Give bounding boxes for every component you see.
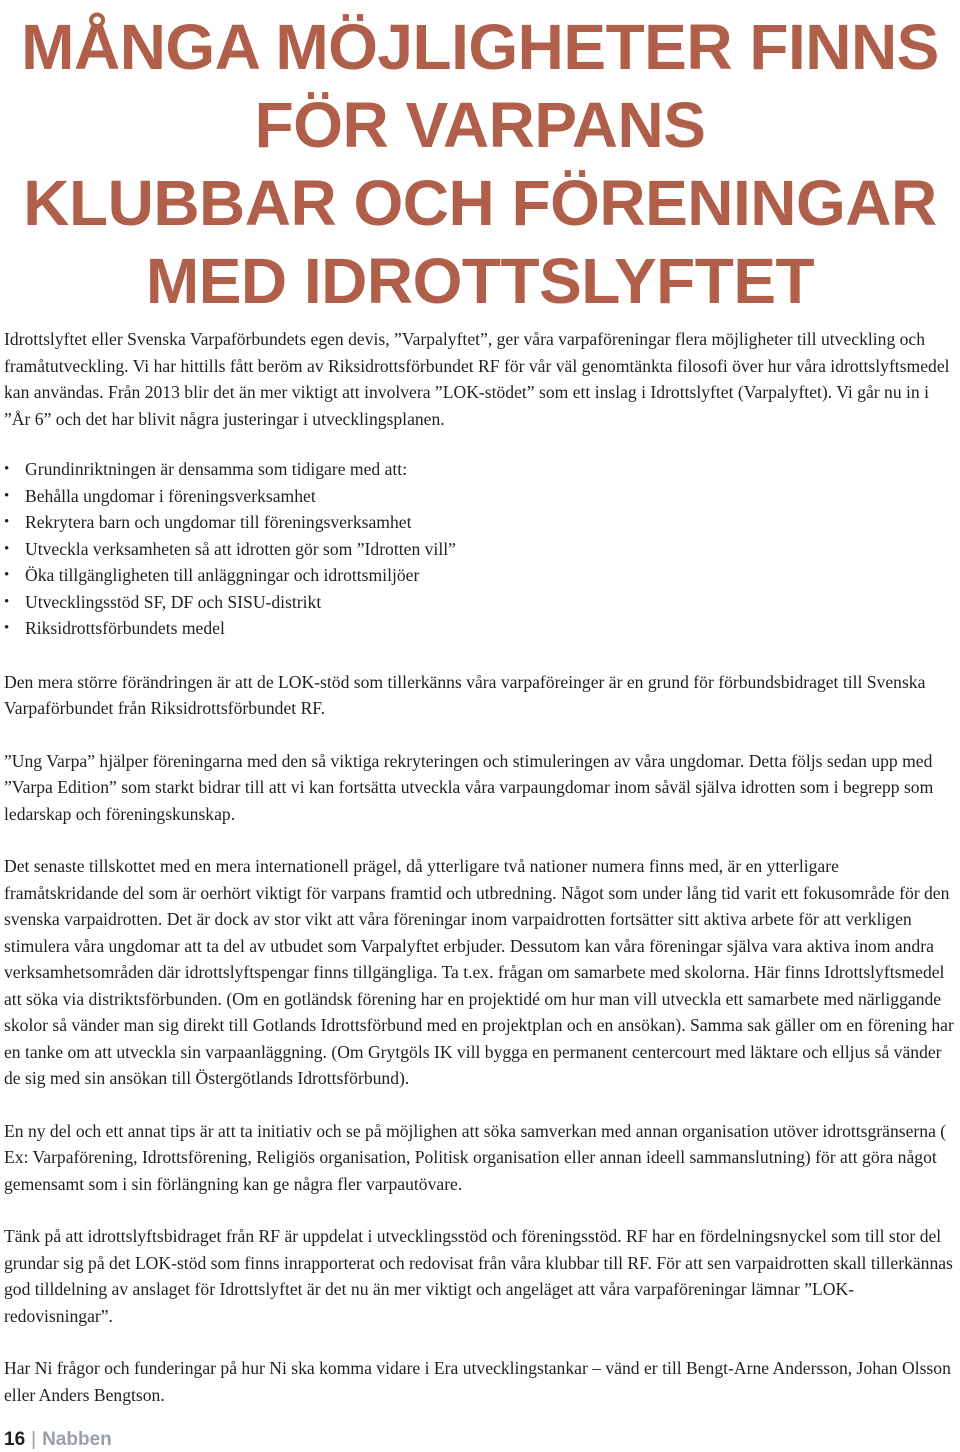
bullet-icon: • [4, 487, 10, 504]
bullet-icon: • [4, 567, 10, 583]
bullet-icon: • [4, 593, 10, 610]
body-paragraph: Det senaste tillskottet med en mera internationell prägel, då ytterligare två nationer numera finns med, är en ytterligare framåtskridande del som är oerhört viktigt för varpans framtid och utbredning. Något som under lång tid varit ett fokusområde för den svenska varpaidrotten. Det är dock av stor vikt att våra föreningar inom varpaidrotten fortsätter sitt aktiva arbete för att verkligen stimulera våra ungdomar att ta del av utbudet som Varpalyftet erbjuder. Dessutom kan våra föreningar själva vara aktiva inom andra verksamhetsområden där idrottslyftspengar finns tillgängliga. Ta t.ex. frågan om samarbete med skolorna. Här finns Idrottslyftsmedel att söka via distriktsförbunden. (Om en gotländsk förening har en projektidé om hur man vill utveckla ett samarbete med närliggande skolor så vänder man sig direkt till Gotlands Idrottsförbund med en projektplan och en ansökan). Samma sak gäller om en förening har en tanke om att utveckla sin varpaanläggning. (Om Grytgöls IK vill bygga en permanent centercourt med läktare och elljus så vänder de sig med sin ansökan till Östergötlands Idrottsförbund). [4, 856, 954, 1088]
bullet-item [4, 536, 956, 563]
bullet-icon: • [4, 514, 10, 530]
bullet-text: Öka tillgängligheten till anläggningar och idrottsmiljöer [25, 565, 420, 585]
bullet-item [4, 509, 956, 536]
bullet-text: Grundinriktningen är densamma som tidigare med att: [25, 459, 408, 479]
bullet-icon: • [4, 461, 10, 477]
bullet-text: Behålla ungdomar i föreningsverksamhet [25, 485, 316, 506]
bullet-icon: • [4, 540, 10, 557]
footer-separator: | [31, 1429, 37, 1450]
body-paragraph: Tänk på att idrottslyftsbidraget från RF är uppdelat i utvecklingsstöd och föreningsstöd. RF har en fördelningsnyckel som till stor del grundar sig på det LOK-stöd som finns inrapporterat och redovisat från våra klubbar till RF. För att sen varpaidrotten skall tillerkännas god tilldelning av anslaget för Idrottslyftet är det nu än mer viktigt och angeläget att våra varpaföreningar lämnar ”LOK-redovisningar”. [4, 1226, 953, 1326]
page-title [0, 8, 960, 320]
title-line: FÖR VARPANS [254, 89, 706, 161]
bullet-item [4, 589, 956, 616]
bullet-text: Riksidrottsförbundets medel [25, 618, 225, 638]
article-body [4, 326, 956, 1434]
bullet-item [4, 456, 956, 483]
body-paragraph: Den mera större förändringen är att de LOK-stöd som tillerkänns våra varpaföreinger är en grund för förbundsbidraget till Svenska Varpaförbundet från Riksidrottsförbundet RF. [4, 671, 926, 718]
body-paragraph: En ny del och ett annat tips är att ta initiativ och se på möjlighen att söka samverkan med annan organisation utöver idrottsgränserna ( Ex: Varpaförening, Idrottsförening, Religiös organisation, Politisk organisation eller annan ideell sammanslutning) för att göra något gemensamt som i sin förlängning kan ge några fler varpautövare. [4, 1120, 947, 1194]
bullet-icon: • [4, 620, 10, 636]
intro-paragraph: Idrottslyftet eller Svenska Varpaförbundets egen devis, ”Varpalyftet”, ger våra varpaföreningar flera möjligheter till utveckling och framåtutveckling. Vi har hittills fått beröm av Riksidrottsförbundet RF för vår väl genomtänkta filosofi över hur våra idrottslyftsmedel kan användas. Från 2013 blir det än mer viktigt att involvera ”LOK-stödet” som ett inslag i Idrottslyftet (Varpalyftet). Vi går nu in i ”År 6” och det har blivit några justeringar i utvecklingsplanen. [4, 329, 950, 429]
bullet-text: Rekrytera barn och ungdomar till föreningsverksamhet [25, 512, 412, 532]
bullet-text: Utvecklingsstöd SF, DF och SISU-distrikt [25, 591, 322, 612]
page-number: 16 [4, 1429, 26, 1450]
title-line: MÅNGA MÖJLIGHETER FINNS [21, 11, 939, 83]
bullet-item [4, 483, 956, 510]
title-line: MED IDROTTSLYFTET [145, 245, 815, 317]
title-line: KLUBBAR OCH FÖRENINGAR [23, 167, 937, 239]
body-paragraph: Har Ni frågor och funderingar på hur Ni ska komma vidare i Era utvecklingstankar – vänd er till Bengt-Arne Andersson, Johan Olsson eller Anders Bengtson. [4, 1358, 951, 1405]
page-footer [4, 1428, 112, 1452]
bullet-item [4, 562, 956, 589]
bullet-text: Utveckla verksamheten så att idrotten gör som ”Idrotten vill” [25, 538, 456, 559]
magazine-name: Nabben [42, 1429, 112, 1450]
bullet-list [4, 456, 956, 642]
body-paragraph: ”Ung Varpa” hjälper föreningarna med den så viktiga rekryteringen och stimuleringen av våra ungdomar. Detta följs sedan upp med ”Varpa Edition” som starkt bidrar till att vi kan fortsätta utveckla våra varpaungdomar inom såväl själva idrotten som i begrepp som ledarskap och föreningskunskap. [4, 750, 934, 824]
bullet-item [4, 615, 956, 642]
